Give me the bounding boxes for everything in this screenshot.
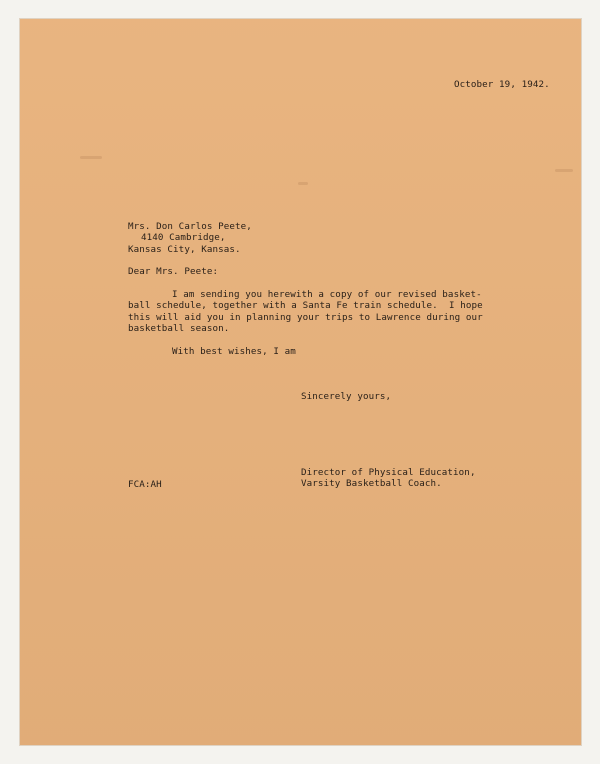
- salutation: Dear Mrs. Peete:: [128, 266, 219, 277]
- ink-smudge: [80, 156, 102, 159]
- letter-body: [128, 289, 483, 335]
- recipient-address: [128, 221, 252, 255]
- ink-smudge: [298, 182, 308, 185]
- body-line: ball schedule, together with a Santa Fe train schedule. I hope: [128, 300, 483, 312]
- typist-initials: FCA:AH: [128, 479, 162, 490]
- signer-title-line: Varsity Basketball Coach.: [301, 478, 442, 490]
- letter-date: October 19, 1942.: [454, 79, 550, 90]
- body-line: basketball season.: [128, 323, 230, 335]
- signer-title-line: Director of Physical Education,: [301, 467, 476, 478]
- signer-title: [301, 467, 476, 490]
- body-line: I am sending you herewith a copy of our revised basket-: [172, 289, 482, 300]
- recipient-city: Kansas City, Kansas.: [128, 243, 241, 255]
- body-line: this will aid you in planning your trips to Lawrence during our: [128, 311, 483, 323]
- recipient-street: 4140 Cambridge,: [141, 232, 226, 244]
- recipient-name: Mrs. Don Carlos Peete,: [128, 221, 252, 232]
- ink-smudge: [555, 169, 573, 172]
- sign-off: Sincerely yours,: [301, 391, 392, 402]
- letter-paper: [20, 19, 581, 745]
- closing-wish: With best wishes, I am: [172, 346, 296, 357]
